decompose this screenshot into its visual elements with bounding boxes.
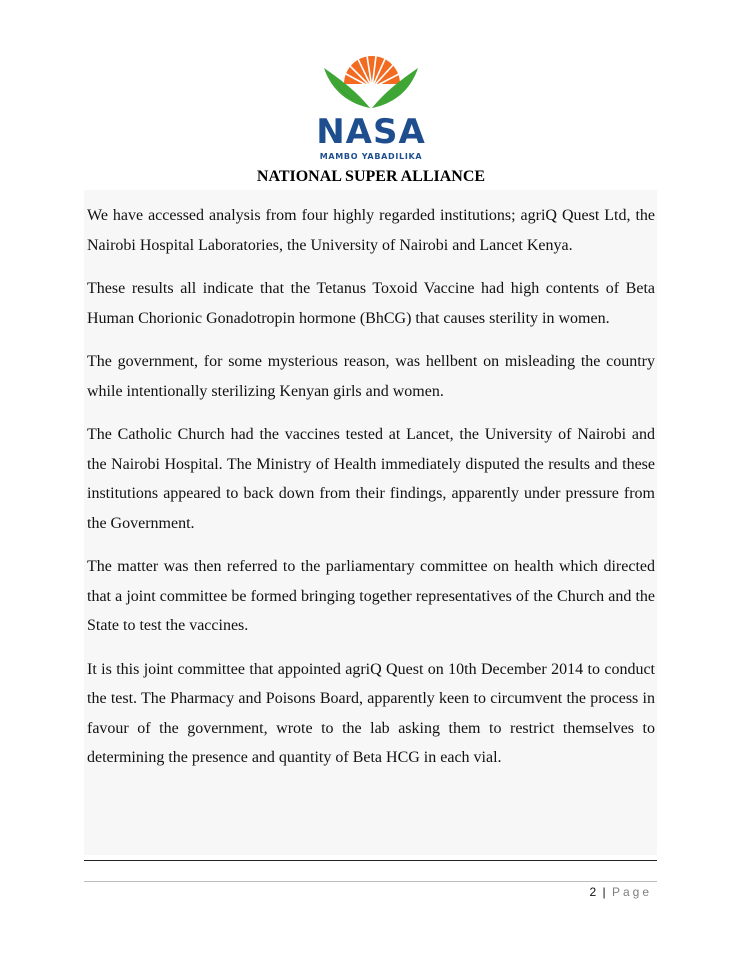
- page-label: Page: [611, 885, 652, 899]
- document-body: [87, 201, 655, 787]
- paragraph: The Catholic Church had the vaccines tested at Lancet, the University of Nairobi and the Nairobi Hospital. The Ministry of Health immediately disputed the results and these institutions appeared to back down from their findings, apparently under pressure from the Government.: [87, 426, 655, 532]
- logo-wordmark: NASA: [316, 112, 426, 152]
- content-divider: [84, 860, 657, 861]
- footer-separator: |: [602, 885, 606, 899]
- paragraph: We have accessed analysis from four highly regarded institutions; agriQ Quest Ltd, the Nairobi Hospital Laboratories, the University of Nairobi and Lancet Kenya.: [87, 207, 655, 254]
- footer-divider: [84, 881, 657, 882]
- page-footer: [589, 884, 652, 900]
- nasa-logo: [306, 38, 436, 163]
- logo-tagline: MAMBO YABADILIKA: [319, 152, 423, 161]
- paragraph: The government, for some mysterious reason, was hellbent on misleading the country while intentionally sterilizing Kenyan girls and women.: [87, 353, 655, 400]
- paragraph: The matter was then referred to the parliamentary committee on health which directed that a joint committee be formed bringing together representatives of the Church and the State to test the vaccines.: [87, 558, 655, 634]
- page-number: 2: [589, 885, 597, 899]
- paragraph: These results all indicate that the Tetanus Toxoid Vaccine had high contents of Beta Human Chorionic Gonadotropin hormone (BhCG) that causes sterility in women.: [87, 280, 655, 327]
- sunrise-emblem-icon: [306, 38, 436, 118]
- paragraph: It is this joint committee that appointed agriQ Quest on 10th December 2014 to conduct the test. The Pharmacy and Poisons Board, apparently keen to circumvent the process in favour of the government, wrote to the lab asking them to restrict themselves to determining the presence and quantity of Beta HCG in each vial.: [87, 660, 655, 766]
- organization-title: NATIONAL SUPER ALLIANCE: [256, 168, 486, 185]
